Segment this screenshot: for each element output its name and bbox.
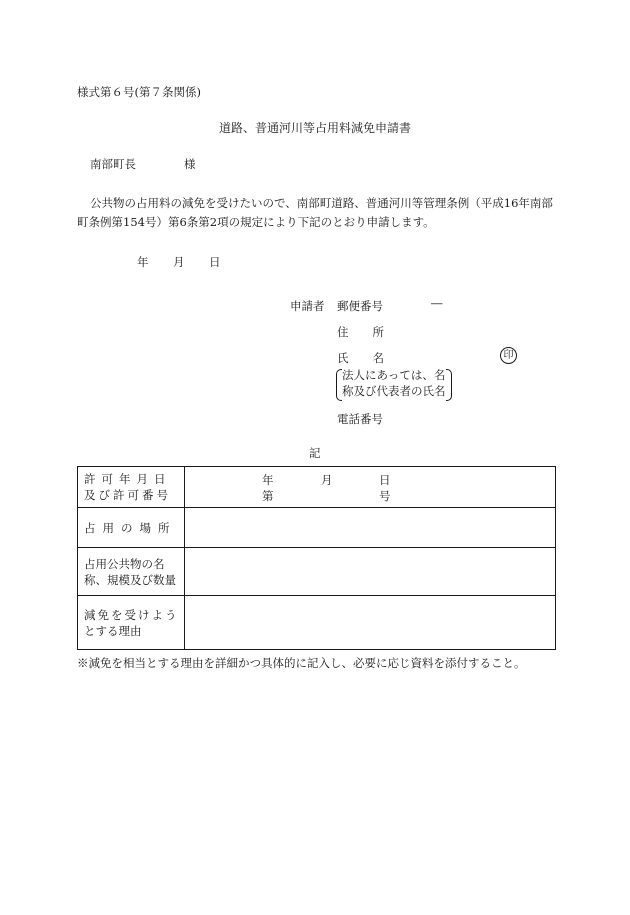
object-label-cell — [78, 548, 185, 596]
address-label-char1: 住 — [337, 325, 349, 339]
seal-mark: 印 — [500, 347, 517, 364]
body-text: 公共物の占用料の減免を受けたいので、南部町道路、普通河川等管理条例（平成16年南部町条例第154号）第6条第2項の規定により下記のとおり申請します。 — [77, 196, 553, 229]
addressee — [90, 156, 196, 172]
date-line — [137, 254, 221, 270]
address-label — [337, 324, 384, 340]
corporation-note-line1: 法人にあっては、名 — [342, 368, 446, 382]
date-month-label: 月 — [173, 255, 185, 269]
permit-year-label: 年 — [262, 473, 274, 487]
corporation-note-line2: 称及び代表者の氏名 — [342, 384, 446, 398]
postal-code-label: 郵便番号 — [337, 299, 383, 313]
reason-label-line2: とする理由 — [84, 623, 142, 638]
addressee-name: 南部町長 — [90, 157, 136, 171]
reason-label-cell — [78, 596, 185, 650]
permit-label-line2: 及び許可番号 — [84, 488, 171, 502]
table-row-location — [78, 508, 556, 548]
details-table — [77, 466, 556, 650]
reason-value-cell[interactable] — [185, 596, 556, 650]
addressee-honorific: 様 — [184, 157, 196, 171]
permit-label-cell — [78, 467, 185, 508]
applicant-label: 申請者 — [290, 299, 325, 313]
permit-dai-label: 第 — [262, 489, 274, 503]
permit-label-line1: 許可年月日 — [84, 472, 172, 486]
ki-heading: 記 — [309, 446, 321, 460]
table-row-permit — [78, 467, 556, 508]
location-label-cell — [78, 508, 185, 548]
permit-go-label: 号 — [379, 489, 391, 503]
document-title: 道路、普通河川等占用料減免申請書 — [219, 121, 412, 135]
date-day-label: 日 — [209, 255, 221, 269]
left-bracket — [336, 369, 342, 401]
footnote: ※減免を相当とする理由を詳細かつ具体的に記入し、必要に応じ資料を添付すること。 — [77, 656, 526, 670]
object-label-line1: 占用公共物の名 — [84, 556, 165, 571]
location-value-cell[interactable] — [185, 508, 556, 548]
permit-month-label: 月 — [321, 473, 333, 487]
object-value-cell[interactable] — [185, 548, 556, 596]
address-label-char2: 所 — [372, 325, 384, 339]
postal-code-dash: ― — [431, 296, 443, 310]
permit-day-label: 日 — [379, 473, 391, 487]
permit-value-cell[interactable] — [185, 467, 556, 508]
phone-label: 電話番号 — [337, 412, 383, 426]
name-label-char2: 名 — [372, 351, 384, 365]
location-label: 占用の場所 — [84, 520, 177, 535]
right-bracket — [446, 369, 452, 401]
form-number: 様式第６号(第７条関係) — [77, 85, 201, 99]
table-row-reason — [78, 596, 556, 650]
corporation-note — [342, 367, 446, 399]
table-row-object — [78, 548, 556, 596]
name-label — [337, 350, 384, 366]
reason-label-line1: 減免を受けよう — [84, 607, 179, 622]
object-label-line2: 称、規模及び数量 — [84, 572, 176, 587]
name-label-char1: 氏 — [337, 351, 349, 365]
date-year-label: 年 — [137, 255, 149, 269]
